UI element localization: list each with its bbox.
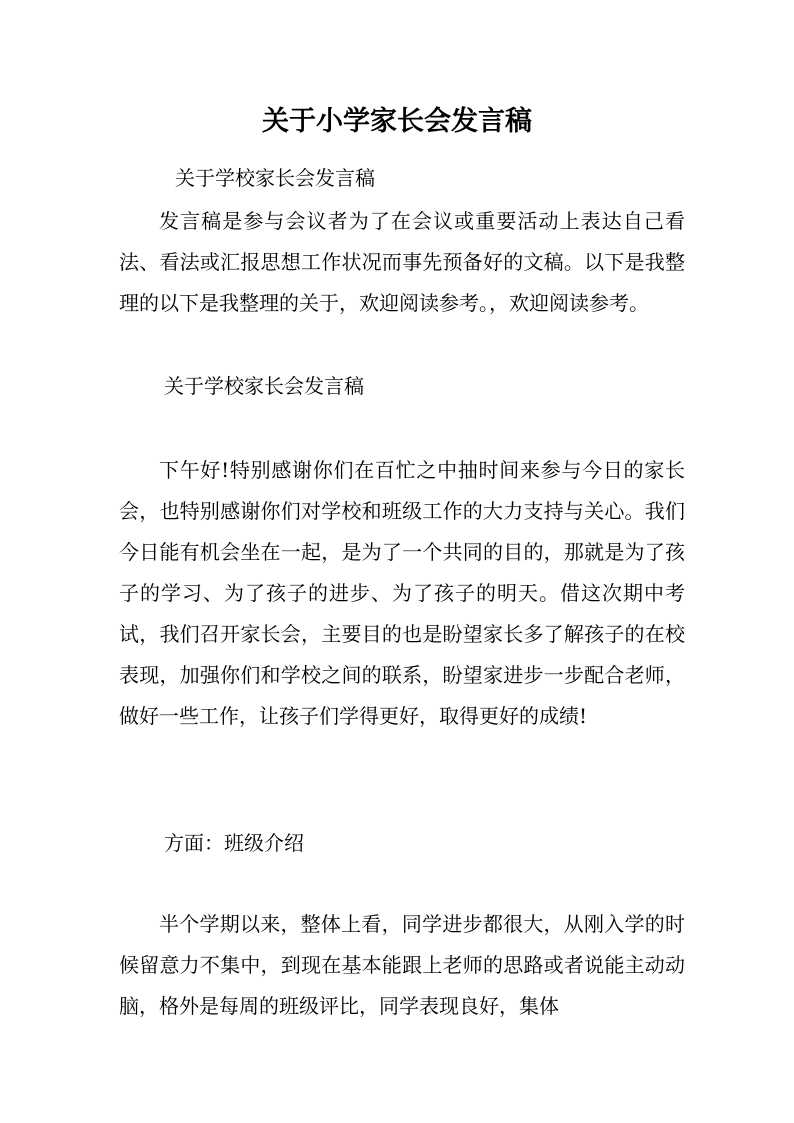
class-paragraph: 半个学期以来，整体上看，同学进步都很大，从刚入学的时候留意力不集中，到现在基本能跟上老师的思路或者说能主动动脑，格外是每周的班级评比，同学表现良好，集体 [119,912,685,1018]
document-title: 关于小学家长会发言稿 [262,106,532,137]
aspect-heading: 方面：班级介绍 [164,831,304,855]
greeting-paragraph: 下午好!特别感谢你们在百忙之中抽时间来参与今日的家长会，也特别感谢你们对学校和班级工作的大力支持与关心。我们今日能有机会坐在一起，是为了一个共同的目的，那就是为了孩子的学习、为了孩子的进步、为了孩子的明天。借这次期中考试，我们召开家长会，主要目的也是盼望家长多了解孩子的在校表现，加强你们和学校之间的联系，盼望家进步一步配合老师，做好一些工作，让孩子们学得更好，取得更好的成绩! [119,458,685,728]
section-heading: 关于学校家长会发言稿 [164,374,364,398]
intro-paragraph: 发言稿是参与会议者为了在会议或重要活动上表达自己看法、看法或汇报思想工作状况而事先预备好的文稿。以下是我整理的以下是我整理的关于，欢迎阅读参考。，欢迎阅读参考。 [119,209,685,315]
document-subtitle: 关于学校家长会发言稿 [175,166,375,190]
